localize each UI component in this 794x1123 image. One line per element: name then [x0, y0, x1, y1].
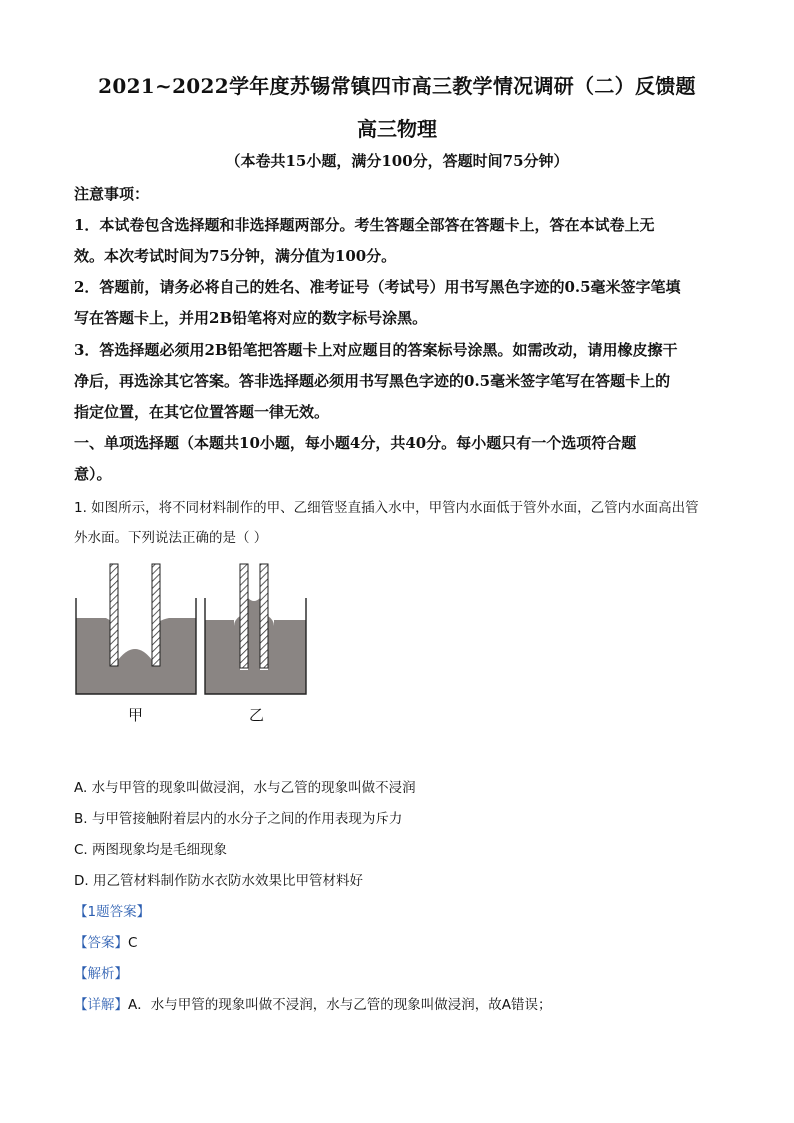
answer-line — [74, 931, 137, 951]
exam-info: （本卷共15小题，满分100分，答题时间75分钟） — [225, 152, 569, 170]
notice-heading: 注意事项： — [74, 185, 150, 203]
figure-label-jia: 甲 — [128, 706, 144, 724]
option-d: D. 用乙管材料制作防水衣防水效果比甲管材料好 — [74, 873, 363, 889]
notice-line: 指定位置，在其它位置答题一律无效。 — [74, 403, 330, 421]
tube-yi-diagram — [205, 564, 306, 694]
detail-text: A．水与甲管的现象叫做不浸润，水与乙管的现象叫做浸润，故A错误； — [128, 997, 552, 1013]
question-stem: 1. 如图所示，将不同材料制作的甲、乙细管竖直插入水中，甲管内水面低于管外水面，乙管内水面高出管 — [74, 500, 699, 516]
capillary-tubes-figure — [74, 560, 324, 735]
detail-label: 【详解】 — [74, 997, 128, 1013]
figure-label-yi: 乙 — [249, 706, 265, 724]
detail-line — [74, 993, 551, 1013]
answer-tag — [74, 900, 150, 920]
document-title: 2021~2022学年度苏锡常镇四市高三教学情况调研（二）反馈题 — [98, 74, 696, 98]
notice-line: 3．答选择题必须用2B铅笔把答题卡上对应题目的答案标号涂黑。如需改动，请用橡皮擦干 — [74, 341, 678, 359]
answer-tag-text: 【1题答案】 — [74, 904, 151, 920]
section-heading: 一、单项选择题（本题共10小题，每小题4分，共40分。每小题只有一个选项符合题 — [74, 434, 637, 452]
option-b: B. 与甲管接触附着层内的水分子之间的作用表现为斥力 — [74, 811, 403, 827]
analysis-line — [74, 962, 128, 982]
section-heading-cont: 意）。 — [74, 465, 112, 483]
option-a: A. 水与甲管的现象叫做浸润，水与乙管的现象叫做不浸润 — [74, 780, 416, 796]
notice-line: 净后，再选涂其它答案。答非选择题必须用书写黑色字迹的0.5毫米签字笔写在答题卡上的 — [74, 372, 671, 390]
notice-line: 效。本次考试时间为75分钟，满分值为100分。 — [74, 247, 397, 265]
notice-line: 2．答题前，请务必将自己的姓名、准考证号（考试号）用书写黑色字迹的0.5毫米签字笔填 — [74, 278, 681, 296]
tube-jia-diagram — [76, 564, 196, 694]
notice-line: 1．本试卷包含选择题和非选择题两部分。考生答题全部答在答题卡上，答在本试卷上无 — [74, 216, 655, 234]
answer-value: C — [128, 935, 138, 951]
question-stem: 外水面。下列说法正确的是（ ） — [74, 530, 268, 546]
option-c: C. 两图现象均是毛细现象 — [74, 842, 228, 858]
subject-title: 高三物理 — [357, 117, 437, 141]
answer-label: 【答案】 — [74, 935, 128, 951]
notice-line: 写在答题卡上，并用2B铅笔将对应的数字标号涂黑。 — [74, 309, 428, 327]
analysis-label: 【解析】 — [74, 966, 128, 982]
